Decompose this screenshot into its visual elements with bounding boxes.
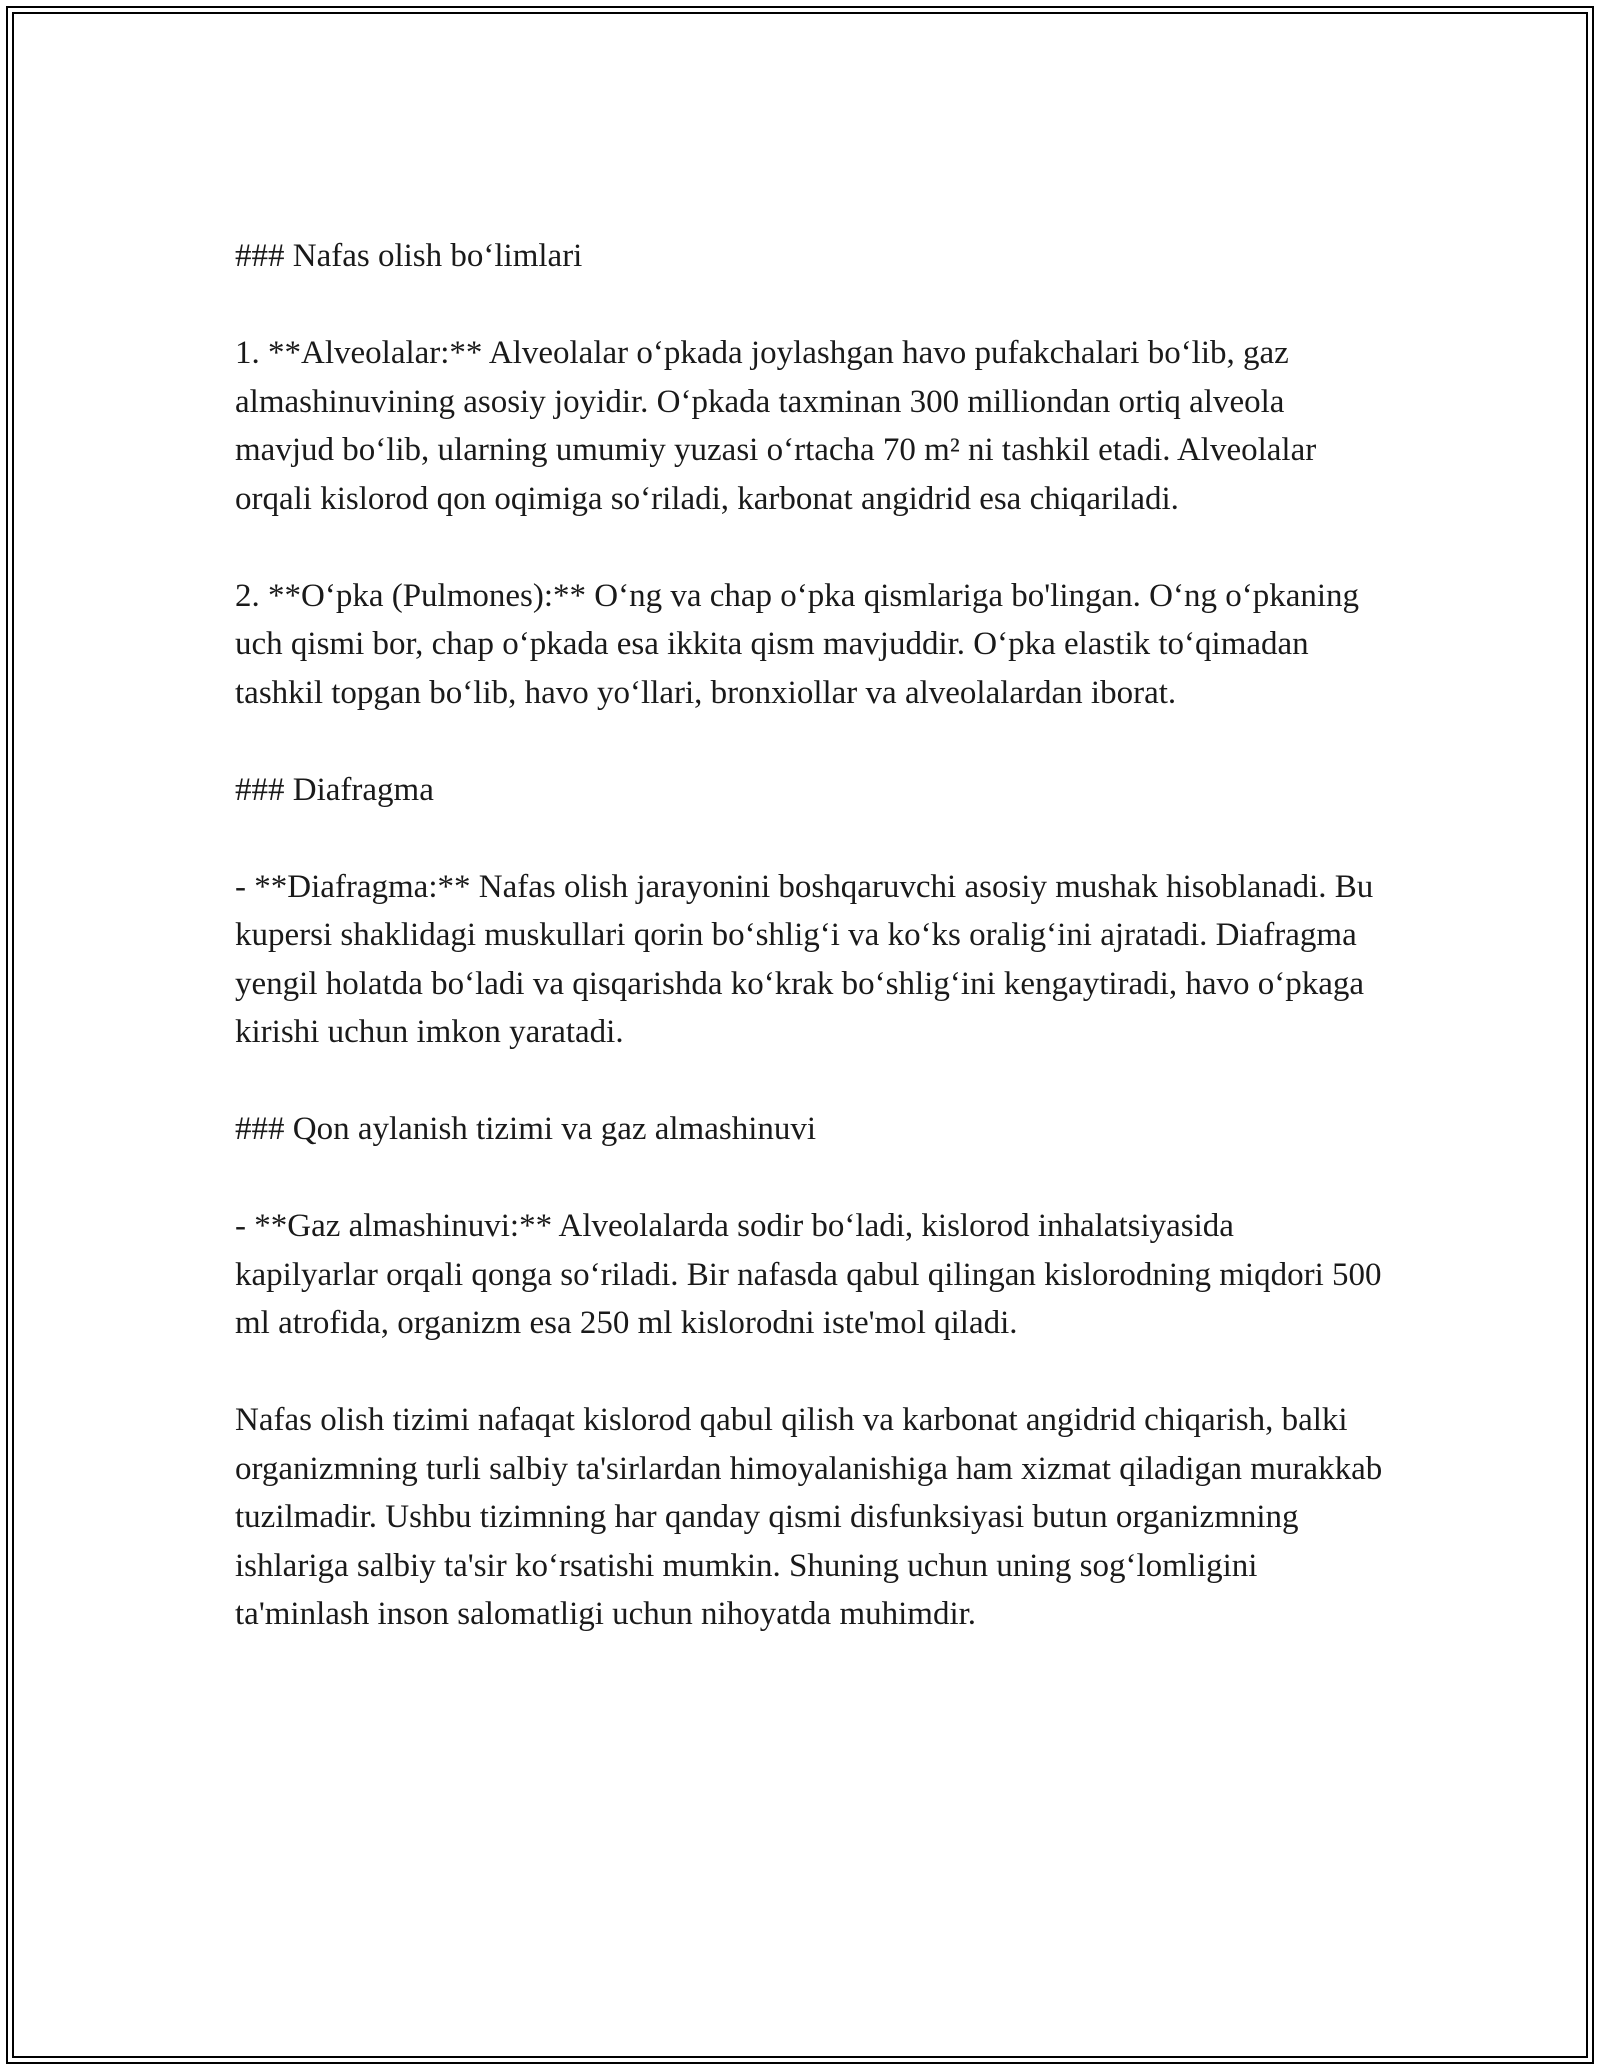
paragraph-lungs: 2. **O‘pka (Pulmones):** O‘ng va chap o‘pka qismlariga bo'lingan. O‘ng o‘pkaning uch qismi bor, chap o‘pkada esa ikkita qism mavjuddir. O‘pka elastik to‘qimadan tashkil topgan bo‘lib, havo yo‘llari, bronxiollar va alveolalardan iborat. xyxy=(235,577,1360,711)
section-heading-breathing-parts: ### Nafas olish bo‘limlari xyxy=(235,238,583,274)
paragraph-alveoli: 1. **Alveolalar:** Alveolalar o‘pkada joylashgan havo pufakchalari bo‘lib, gaz almashinuvining asosiy joyidir. O‘pkada taxminan 300 milliondan ortiq alveola mavjud bo‘lib, ularning umumiy yuzasi o‘rtacha 70 m² ni tashkil etadi. Alveolalar orqali kislorod qon oqimiga so‘riladi, karbonat angidrid esa chiqariladi. xyxy=(235,335,1317,517)
paragraph-gas-exchange: - **Gaz almashinuvi:** Alveolalarda sodir bo‘ladi, kislorod inhalatsiyasida kapilyarlar orqali qonga so‘riladi. Bir nafasda qabul qilingan kislorodning miqdori 500 ml atrofida, organizm esa 250 ml kislorodni iste'mol qiladi. xyxy=(235,1208,1382,1341)
section-heading-diaphragm: ### Diafragma xyxy=(235,771,434,808)
section-heading-circulation: ### Qon aylanish tizimi va gaz almashinuvi xyxy=(235,1111,817,1147)
document-body xyxy=(235,232,1385,1639)
paragraph-diaphragm: - **Diafragma:** Nafas olish jarayonini boshqaruvchi asosiy mushak hisoblanadi. Bu kupersi shaklidagi muskullari qorin bo‘shlig‘i va ko‘ks oralig‘ini ajratadi. Diafragma yengil holatda bo‘ladi va qisqarishda ko‘krak bo‘shlig‘ini kengaytiradi, havo o‘pkaga kirishi uchun imkon yaratadi. xyxy=(235,868,1374,1050)
paragraph-conclusion: Nafas olish tizimi nafaqat kislorod qabul qilish va karbonat angidrid chiqarish, balki organizmning turli salbiy ta'sirlardan himoyalanishiga ham xizmat qiladigan murakkab tuzilmadir. Ushbu tizimning har qanday qismi disfunksiyasi butun organizmning ishlariga salbiy ta'sir ko‘rsatishi mumkin. Shuning uchun uning sog‘lomligini ta'minlash inson salomatligi uchun nihoyatda muhimdir. xyxy=(235,1402,1383,1632)
